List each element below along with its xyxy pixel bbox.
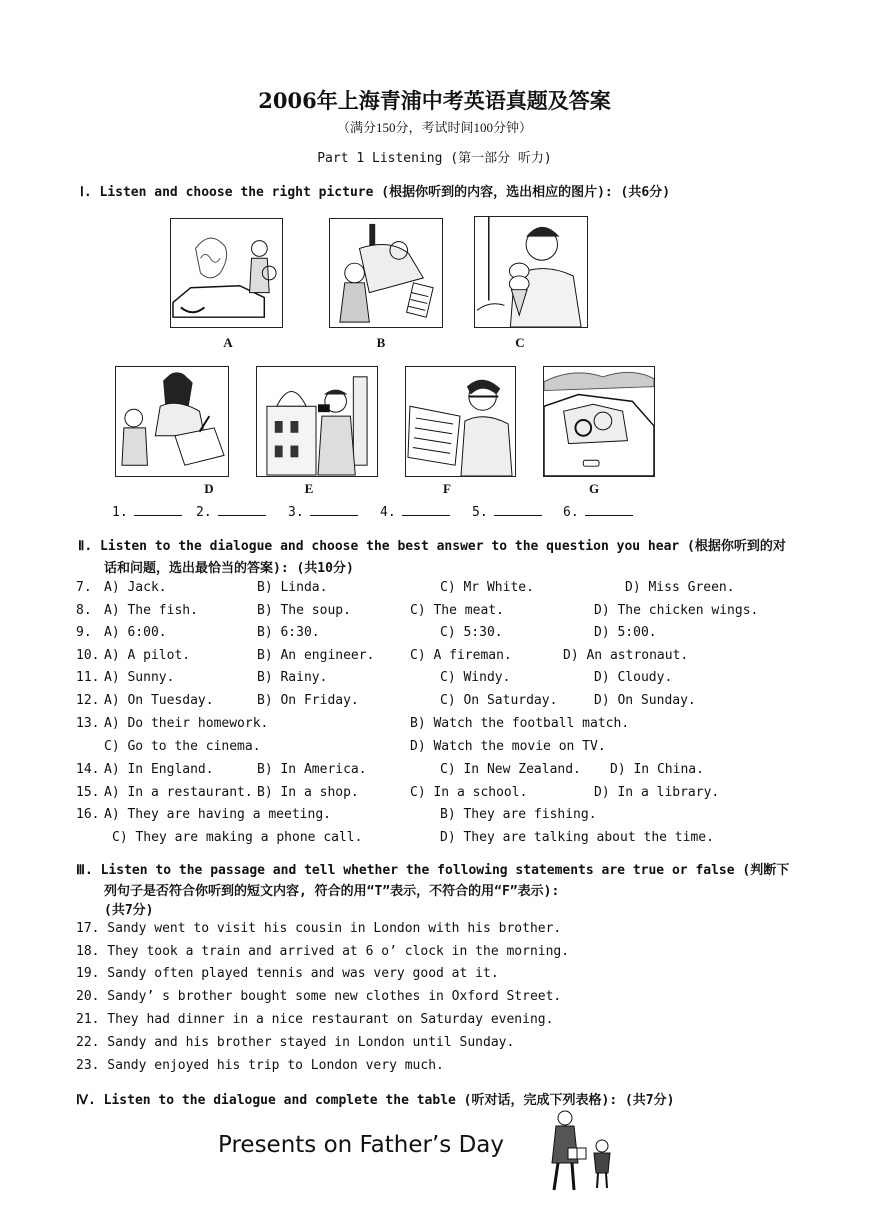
statement-20: 20. Sandy’ s brother bought some new clothes in Oxford Street. [76, 989, 562, 1004]
table-title: Presents on Father’s Day [218, 1132, 504, 1158]
option-a[interactable]: A) 6:00. [104, 625, 167, 640]
question-number: 10. [76, 648, 100, 663]
driver-car-icon [544, 367, 654, 476]
option-b[interactable]: B) Rainy. [257, 670, 328, 685]
answer-blank-4[interactable]: 4. [380, 503, 450, 520]
section1-heading: Ⅰ. Listen and choose the right picture (根据你听到的内容，选出相应的图片): (共6分) [80, 185, 671, 200]
option-c[interactable]: C) On Saturday. [440, 693, 558, 708]
question-number: 14. [76, 762, 100, 777]
option-b[interactable]: B) Watch the football match. [410, 716, 630, 731]
question-number: 13. [76, 716, 100, 731]
hospital-bed-icon [330, 219, 442, 327]
picture-f [405, 366, 516, 477]
section3-score: (共7分) [104, 903, 154, 918]
option-b[interactable]: B) On Friday. [257, 693, 359, 708]
option-b[interactable]: B) Linda. [257, 580, 328, 595]
section2-heading-cont: 话和问题，选出最恰当的答案): (共10分) [104, 561, 354, 576]
option-c[interactable]: C) Windy. [440, 670, 511, 685]
option-d[interactable]: D) In a library. [594, 785, 720, 800]
option-b[interactable]: B) An engineer. [257, 648, 375, 663]
answer-blank-2[interactable]: 2. [196, 503, 266, 520]
picture-e-label: E [304, 481, 314, 496]
newspaper-reader-icon [406, 367, 515, 476]
picture-c-label: C [515, 335, 525, 350]
option-a[interactable]: A) Sunny. [104, 670, 175, 685]
question-number: 11. [76, 670, 100, 685]
option-a[interactable]: A) They are having a meeting. [104, 807, 331, 822]
picture-a [170, 218, 283, 328]
statement-19: 19. Sandy often played tennis and was very good at it. [76, 966, 499, 981]
page-title: 2006年上海青浦中考英语真题及答案 [258, 88, 611, 113]
statement-23: 23. Sandy enjoyed his trip to London very much. [76, 1058, 444, 1073]
section3-heading-cont: 列句子是否符合你听到的短文内容, 符合的用“T”表示，不符合的用“F”表示): [104, 884, 560, 899]
question-number: 9. [76, 625, 92, 640]
picture-e [256, 366, 378, 477]
picture-g-label: G [588, 481, 600, 496]
car-repair-icon [171, 219, 282, 327]
ice-cream-icon [475, 217, 587, 327]
page-subtitle: （满分150分，考试时间100分钟） [336, 120, 532, 135]
option-c[interactable]: C) A fireman. [410, 648, 512, 663]
question-number: 12. [76, 693, 100, 708]
option-b[interactable]: B) They are fishing. [440, 807, 597, 822]
tourist-camera-icon [257, 367, 377, 476]
answer-blank-1[interactable]: 1. [112, 503, 182, 520]
option-a[interactable]: A) In England. [104, 762, 214, 777]
statement-17: 17. Sandy went to visit his cousin in London with his brother. [76, 921, 562, 936]
question-number: 15. [76, 785, 100, 800]
picture-a-label: A [223, 335, 233, 350]
option-a[interactable]: A) In a restaurant. [104, 785, 253, 800]
option-c[interactable]: C) In New Zealand. [440, 762, 581, 777]
picture-c [474, 216, 588, 328]
statement-21: 21. They had dinner in a nice restaurant on Saturday evening. [76, 1012, 554, 1027]
option-a[interactable]: A) Do their homework. [104, 716, 269, 731]
question-number: 8. [76, 603, 92, 618]
option-c[interactable]: C) In a school. [410, 785, 528, 800]
answer-blank-5[interactable]: 5. [472, 503, 542, 520]
father-son-gift-icon [540, 1108, 620, 1193]
option-c[interactable]: C) 5:30. [440, 625, 503, 640]
statement-22: 22. Sandy and his brother stayed in London until Sunday. [76, 1035, 515, 1050]
option-c[interactable]: C) They are making a phone call. [112, 830, 363, 845]
option-d[interactable]: D) 5:00. [594, 625, 657, 640]
picture-b [329, 218, 443, 328]
picture-f-label: F [443, 481, 451, 496]
part-heading: Part 1 Listening (第一部分 听力) [317, 151, 552, 166]
section4-heading: Ⅳ. Listen to the dialogue and complete the table (听对话，完成下列表格): (共7分) [76, 1093, 675, 1108]
option-d[interactable]: D) Miss Green. [625, 580, 735, 595]
section3-heading: Ⅲ. Listen to the passage and tell whether the following statements are true or false (判断下 [76, 863, 790, 878]
statement-18: 18. They took a train and arrived at 6 o’ clock in the morning. [76, 944, 570, 959]
option-d[interactable]: D) Cloudy. [594, 670, 673, 685]
option-b[interactable]: B) The soup. [257, 603, 351, 618]
option-d[interactable]: D) Watch the movie on TV. [410, 739, 606, 754]
option-c[interactable]: C) Mr White. [440, 580, 534, 595]
question-number: 16. [76, 807, 100, 822]
option-d[interactable]: D) They are talking about the time. [440, 830, 714, 845]
option-b[interactable]: B) In America. [257, 762, 367, 777]
option-c[interactable]: C) The meat. [410, 603, 504, 618]
option-b[interactable]: B) 6:30. [257, 625, 320, 640]
option-b[interactable]: B) In a shop. [257, 785, 359, 800]
option-d[interactable]: D) The chicken wings. [594, 603, 759, 618]
question-number: 7. [76, 580, 92, 595]
option-a[interactable]: A) On Tuesday. [104, 693, 214, 708]
option-a[interactable]: A) A pilot. [104, 648, 191, 663]
picture-b-label: B [376, 335, 386, 350]
option-c[interactable]: C) Go to the cinema. [104, 739, 261, 754]
picture-d [115, 366, 229, 477]
mother-child-icon [116, 367, 228, 476]
section2-heading: Ⅱ. Listen to the dialogue and choose the best answer to the question you hear (根据你听到的对 [78, 539, 786, 554]
option-a[interactable]: A) The fish. [104, 603, 198, 618]
option-d[interactable]: D) An astronaut. [563, 648, 689, 663]
picture-g [543, 366, 655, 477]
option-a[interactable]: A) Jack. [104, 580, 167, 595]
picture-d-label: D [204, 481, 214, 496]
answer-blank-3[interactable]: 3. [288, 503, 358, 520]
option-d[interactable]: D) In China. [610, 762, 704, 777]
answer-blank-6[interactable]: 6. [563, 503, 633, 520]
option-d[interactable]: D) On Sunday. [594, 693, 696, 708]
